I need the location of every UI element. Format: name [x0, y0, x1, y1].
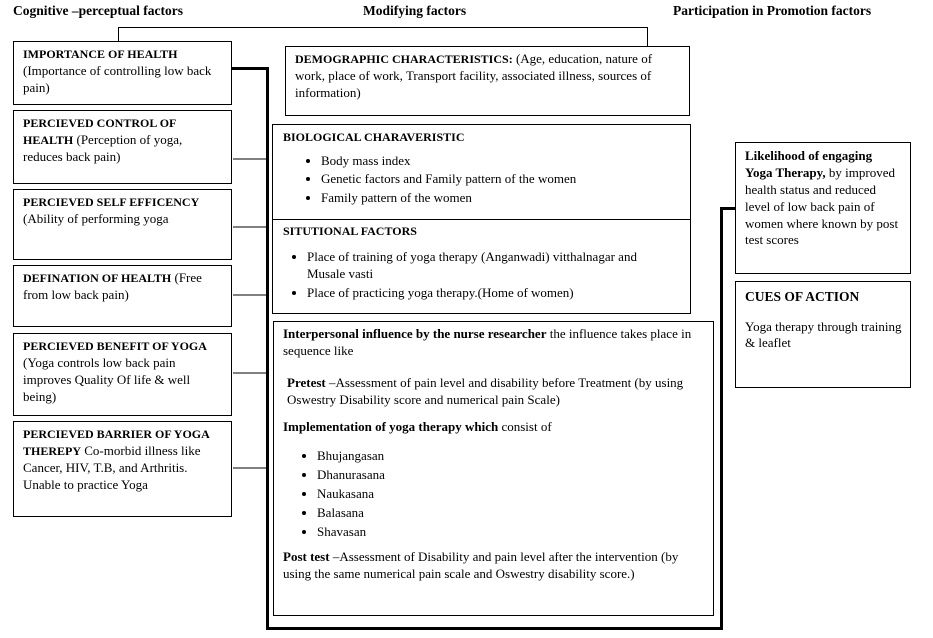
cues-of-action-box: [735, 281, 911, 388]
section-divider: [273, 219, 690, 220]
box-title: PERCIEVED BARRIER OF YOGA THEREPY: [23, 427, 210, 458]
box-title: DEMOGRAPHIC CHARACTERISTICS:: [295, 52, 513, 66]
interpersonal-influence-box: [273, 321, 714, 616]
perceived-benefit-box: [13, 333, 232, 416]
box-text: (Free from low back pain): [23, 270, 202, 302]
importance-of-health-box: [13, 41, 232, 105]
box-text: (Age, education, nature of work, place of work, Transport facility, associated illness, sources of information): [295, 51, 653, 100]
list-item: • Balasana: [317, 505, 705, 522]
box-text: (Importance of controlling low back pain): [23, 62, 212, 95]
posttest-text: –Assessment of Disability and pain level after the intervention (by using the same numerical pain scale and Oswestry disability score.): [283, 548, 679, 581]
list-item: • Shavasan: [317, 524, 705, 541]
box-title: PERCIEVED SELF EFFICENCY: [23, 195, 200, 209]
list-item: • Family pattern of the women: [321, 190, 682, 207]
header-cognitive: Cognitive –perceptual factors: [13, 3, 183, 18]
box-text: Co-morbid illness like Cancer, HIV, T.B, and Arthritis. Unable to practice Yoga: [23, 442, 201, 492]
situational-list: [273, 249, 670, 304]
list-item: • Bhujangasan: [317, 448, 705, 465]
box-title: PERCIEVED CONTROL OF HEALTH: [23, 116, 176, 147]
likelihood-box: [735, 142, 911, 274]
posttest-paragraph: [283, 549, 705, 583]
asana-list: [283, 448, 705, 540]
list-item: • Genetic factors and Family pattern of the women: [321, 171, 682, 188]
list-item: • Place of training of yoga therapy (Anganwadi) vitthalnagar and Musale vasti: [307, 249, 670, 283]
cues-title: CUES OF ACTION: [745, 289, 860, 304]
implementation-label: Implementation of yoga therapy which: [283, 418, 499, 434]
list-item: • Naukasana: [317, 486, 705, 503]
situational-title: SITUTIONAL FACTORS: [283, 224, 417, 238]
box-text: (Yoga controls low back pain improves Quality Of life & well being): [23, 354, 191, 404]
interpersonal-intro-bold: Interpersonal influence by the nurse researcher: [283, 326, 547, 341]
box-title: DEFINATION OF HEALTH: [23, 271, 172, 285]
list-item: • Body mass index: [321, 153, 682, 170]
pretest-paragraph: [283, 375, 705, 409]
perceived-barrier-box: [13, 421, 232, 517]
interpersonal-intro: [283, 326, 705, 360]
demographic-characteristics-box: [285, 46, 690, 116]
perceived-control-box: [13, 110, 232, 184]
implementation-text: consist of: [498, 418, 552, 434]
perceived-self-efficacy-box: [13, 189, 232, 260]
interpersonal-intro-rest: the influence takes place in sequence like: [283, 326, 692, 358]
posttest-label: Post test: [283, 548, 330, 564]
pretest-label: Pretest: [287, 374, 326, 390]
likelihood-title: Likelihood of engaging Yoga Therapy,: [745, 148, 873, 180]
list-item: • Place of practicing yoga therapy.(Home of women): [307, 285, 670, 302]
biological-title: BIOLOGICAL CHARAVERISTIC: [283, 130, 465, 144]
box-title: PERCIEVED BENEFIT OF YOGA: [23, 339, 207, 353]
pretest-text: –Assessment of pain level and disability before Treatment (by using Oswestry Disability score and numerical pain Scale): [287, 374, 684, 407]
box-title: IMPORTANCE OF HEALTH: [23, 47, 178, 61]
header-modifying: Modifying factors: [363, 3, 467, 18]
biological-situational-box: [272, 124, 691, 314]
header-participation: Participation in Promotion factors: [673, 3, 872, 18]
definition-of-health-box: [13, 265, 232, 327]
cues-text: Yoga therapy through training & leaflet: [745, 318, 902, 351]
biological-list: [283, 153, 682, 208]
implementation-paragraph: [283, 419, 705, 436]
list-item: • Dhanurasana: [317, 467, 705, 484]
likelihood-text: by improved health status and reduced level of low back pain of women where known by post test scores: [745, 164, 899, 248]
box-text: (Perception of yoga, reduces back pain): [23, 131, 183, 164]
box-text: (Ability of performing yoga: [23, 210, 169, 226]
